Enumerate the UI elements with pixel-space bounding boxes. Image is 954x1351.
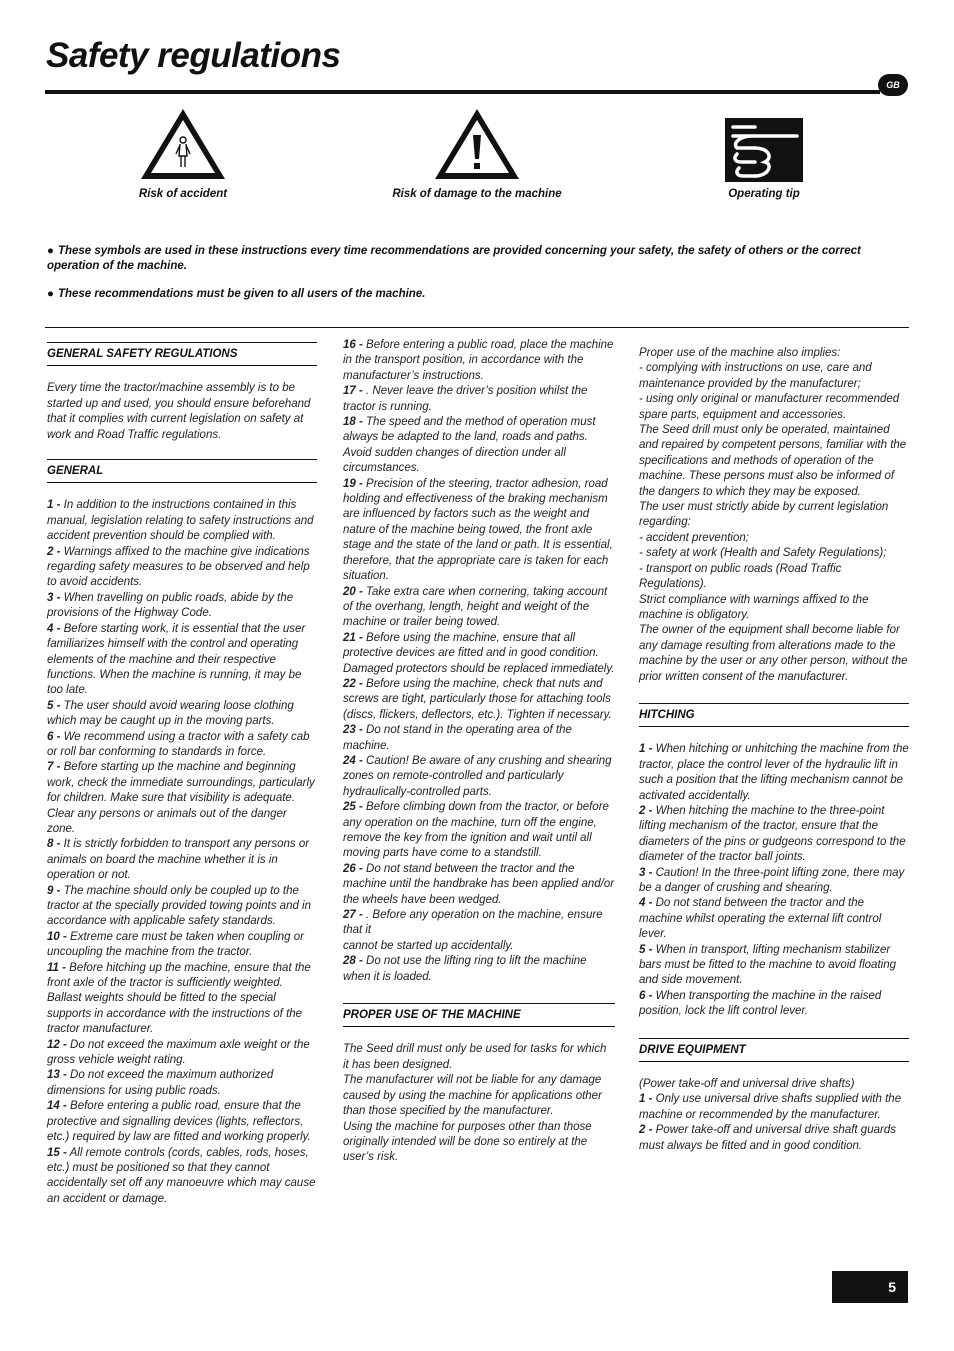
list-item: 6 - We recommend using a tractor with a safety cab or roll bar conforming to standards in force. — [47, 730, 310, 758]
list-item: 14 - Before entering a public road, ensure that the protective and signalling devices (lights, reflectors, etc.) required by law are fitted and working properly. — [47, 1100, 311, 1144]
operating-tip-hand-icon — [725, 118, 803, 182]
symbol-caption: Risk of damage to the machine — [392, 188, 562, 200]
machine-damage-warning-icon — [432, 106, 522, 182]
proper-use-line: Strict compliance with warnings affixed to the machine is obligatory. — [639, 593, 869, 621]
list-item: 6 - When transporting the machine in the raised position, lock the lift control lever. — [639, 989, 882, 1018]
list-item: 3 - When travelling on public roads, abide by the provisions of the Highway Code. — [47, 591, 294, 620]
proper-use-line: - safety at work (Health and Safety Regulations); — [639, 547, 887, 560]
proper-use-line: Proper use of the machine also implies: — [639, 347, 841, 359]
list-item: 23 - Do not stand in the operating area of the machine. — [343, 724, 572, 752]
symbol-risk-of-damage — [380, 106, 574, 200]
list-item: 9 - The machine should only be coupled up to the tractor at the specially provided towing points and in accordance with applicable safety standards. — [47, 884, 312, 928]
section-rule — [45, 327, 909, 328]
proper-use-line: The Seed drill must only be operated, maintained and repaired by competent persons, familiar with the specifications and methods of operation of the machine. These persons must also be informed of the dangers to which they may be exposed. — [639, 424, 907, 498]
list-item: 8 - It is strictly forbidden to transport any persons or animals on board the machine whether it is in operation or not. — [47, 838, 310, 882]
proper-use-text: Using the machine for purposes other than those originally intended will be done so entirely at the user’s risk. — [343, 1120, 592, 1164]
note: ● These recommendations must be given to all users of the machine. — [47, 288, 426, 300]
list-item: 21 - Before using the machine, ensure that all protective devices are fitted and in good condition. Damaged protectors should be replaced immediately. — [343, 631, 615, 675]
general-safety-text: Every time the tractor/machine assembly is to be started up and used, you should ensure beforehand that it complies with current legislation on safety at work and Road Traffic regulations. — [47, 382, 311, 441]
list-item: 18 - The speed and the method of operation must always be adapted to the land, roads and paths. Avoid sudden changes of direction under all circumstances. — [343, 416, 596, 475]
heading-proper-use: PROPER USE OF THE MACHINE — [343, 1003, 615, 1027]
note: ● These symbols are used in these instructions every time recommendations are provided concerning your safety, the safety of others or the correct operation of the machine. — [47, 245, 861, 272]
list-item: 25 - Before climbing down from the tractor, or before any operation on the machine, turn off the engine, remove the key from the ignition and wait until all moving parts have come to a standstill. — [343, 801, 609, 860]
list-item: 27 - . Before any operation on the machine, ensure that it — [343, 909, 603, 937]
list-item: 5 - When in transport, lifting mechanism stabilizer bars must be fitted to the machine to avoid floating and side movement. — [639, 943, 896, 987]
list-item: 13 - Do not exceed the maximum authorized dimensions for using public roads. — [47, 1069, 274, 1097]
proper-use-line: The owner of the equipment shall become liable for any damage resulting from alterations made to the machine by the user or any other person, without the prior written consent of the manufacturer. — [639, 624, 908, 683]
heading-general-safety: GENERAL SAFETY REGULATIONS — [47, 342, 317, 366]
proper-use-line: - transport on public roads (Road Traffic Regulations). — [639, 562, 842, 591]
list-item: 1 - Only use universal drive shafts supplied with the machine or recommended by the manufacturer. — [639, 1093, 902, 1121]
list-item: 2 - Warnings affixed to the machine give indications regarding safety measures to be observed and help to avoid accidents. — [47, 545, 310, 589]
proper-use-line: The user must strictly abide by current legislation regarding: — [639, 501, 889, 529]
list-item: 2 - Power take-off and universal drive shaft guards must always be fitted and in good condition. — [639, 1124, 896, 1152]
heading-drive-equipment: DRIVE EQUIPMENT — [639, 1038, 909, 1062]
list-item: cannot be started up accidentally. — [343, 939, 514, 952]
list-item: 2 - When hitching the machine to the three-point lifting mechanism of the tractor, ensure that the diameters of the pins or gudgeons correspond to the diameter of the tractor ball joints. — [639, 804, 906, 864]
symbol-caption: Operating tip — [728, 188, 800, 200]
risk-of-accident-icon — [138, 106, 228, 182]
proper-use-line: - using only original or manufacturer recommended spare parts, equipment and accessories. — [639, 393, 900, 421]
list-item: 26 - Do not stand between the tractor and the machine until the handbrake has been applied and/or the wheels have been wedged. — [343, 862, 615, 906]
list-item: 16 - Before entering a public road, place the machine in the transport position, in accordance with the manufacturer’s instructions. — [343, 339, 614, 382]
column-2 — [343, 338, 615, 1166]
list-item: 5 - The user should avoid wearing loose clothing which may be caught up in the moving parts. — [47, 699, 294, 728]
list-item: 3 - Caution! In the three-point lifting zone, there may be a danger of crushing and shearing. — [639, 866, 905, 894]
list-item: 20 - Take extra care when cornering, taking account of the overhang, length, height and weight of the machine or trailer being towed. — [343, 585, 608, 629]
list-item: 12 - Do not exceed the maximum axle weight or the gross vehicle weight rating. — [47, 1038, 310, 1067]
symbol-notes — [47, 244, 907, 316]
list-item: 1 - In addition to the instructions contained in this manual, legislation relating to safety instructions and accident prevention should be complied with. — [47, 499, 314, 543]
proper-use-line: - accident prevention; — [639, 531, 749, 544]
list-item: 15 - All remote controls (cords, cables, rods, hoses, etc.) must be positioned so that they cannot accidentally set off any manoeuvre which may cause an accident or damage. — [47, 1146, 316, 1205]
language-badge: GB — [878, 74, 908, 96]
list-item: 4 - Do not stand between the tractor and the machine whilst operating the external lift control lever. — [639, 897, 882, 941]
proper-use-text: The manufacturer will not be liable for any damage caused by using the machine for applications other than those specified by the manufacturer. — [343, 1074, 602, 1118]
list-item: 4 - Before starting work, it is essential that the user familiarizes himself with the control and operating elements of the machine and their respective functions. When the machine is running, it may be too late. — [47, 622, 306, 697]
symbol-operating-tip — [708, 118, 820, 200]
column-1 — [47, 342, 317, 1207]
list-item: 1 - When hitching or unhitching the machine from the tractor, place the control lever of the hydraulic lift in such a position that the lifting mechanism cannot be activated accidentally. — [639, 743, 909, 802]
heading-general: GENERAL — [47, 459, 317, 483]
symbol-caption: Risk of accident — [138, 188, 228, 200]
column-3 — [639, 346, 909, 1154]
page-number: 5 — [832, 1271, 908, 1303]
list-item: 7 - Before starting up the machine and beginning work, check the immediate surroundings, particularly for children. Make sure that visibility is adequate. Clear any persons or animals out of the danger zone. — [47, 761, 315, 835]
list-item: 10 - Extreme care must be taken when coupling or uncoupling the machine from the tractor. — [47, 930, 304, 959]
list-item: 11 - Before hitching up the machine, ensure that the front axle of the tractor is sufficiently weighted. Ballast weights should be fitted to the special supports in accordance with the instructions of the tractor manufacturer. — [47, 961, 311, 1036]
list-item: 19 - Precision of the steering, tractor adhesion, road holding and effectiveness of the braking mechanism are influenced by factors such as the weight and nature of the machine being towed, the front axle stage and the state of the land or path. It is essential, therefore, that the appropriate care is taken for each situation. — [343, 477, 613, 583]
heading-hitching: HITCHING — [639, 703, 909, 727]
symbol-risk-of-accident — [120, 106, 246, 200]
drive-intro: (Power take-off and universal drive shafts) — [639, 1078, 855, 1091]
proper-use-line: - complying with instructions on use, care and maintenance provided by the manufacturer; — [639, 362, 872, 390]
page-title: Safety regulations — [46, 36, 341, 75]
title-rule — [45, 90, 880, 94]
list-item: 24 - Caution! Be aware of any crushing and shearing zones on remote-controlled and particularly hydraulically-controlled parts. — [343, 754, 612, 798]
list-item: 28 - Do not use the lifting ring to lift the machine when it is loaded. — [343, 955, 587, 983]
list-item: 22 - Before using the machine, check that nuts and screws are tight, particularly those for attaching tools (discs, flickers, deflectors, etc.). Tighten if necessary. — [343, 677, 612, 721]
list-item: 17 - . Never leave the driver’s position whilst the tractor is running. — [343, 385, 588, 413]
proper-use-text: The Seed drill must only be used for tasks for which it has been designed. — [343, 1043, 607, 1071]
